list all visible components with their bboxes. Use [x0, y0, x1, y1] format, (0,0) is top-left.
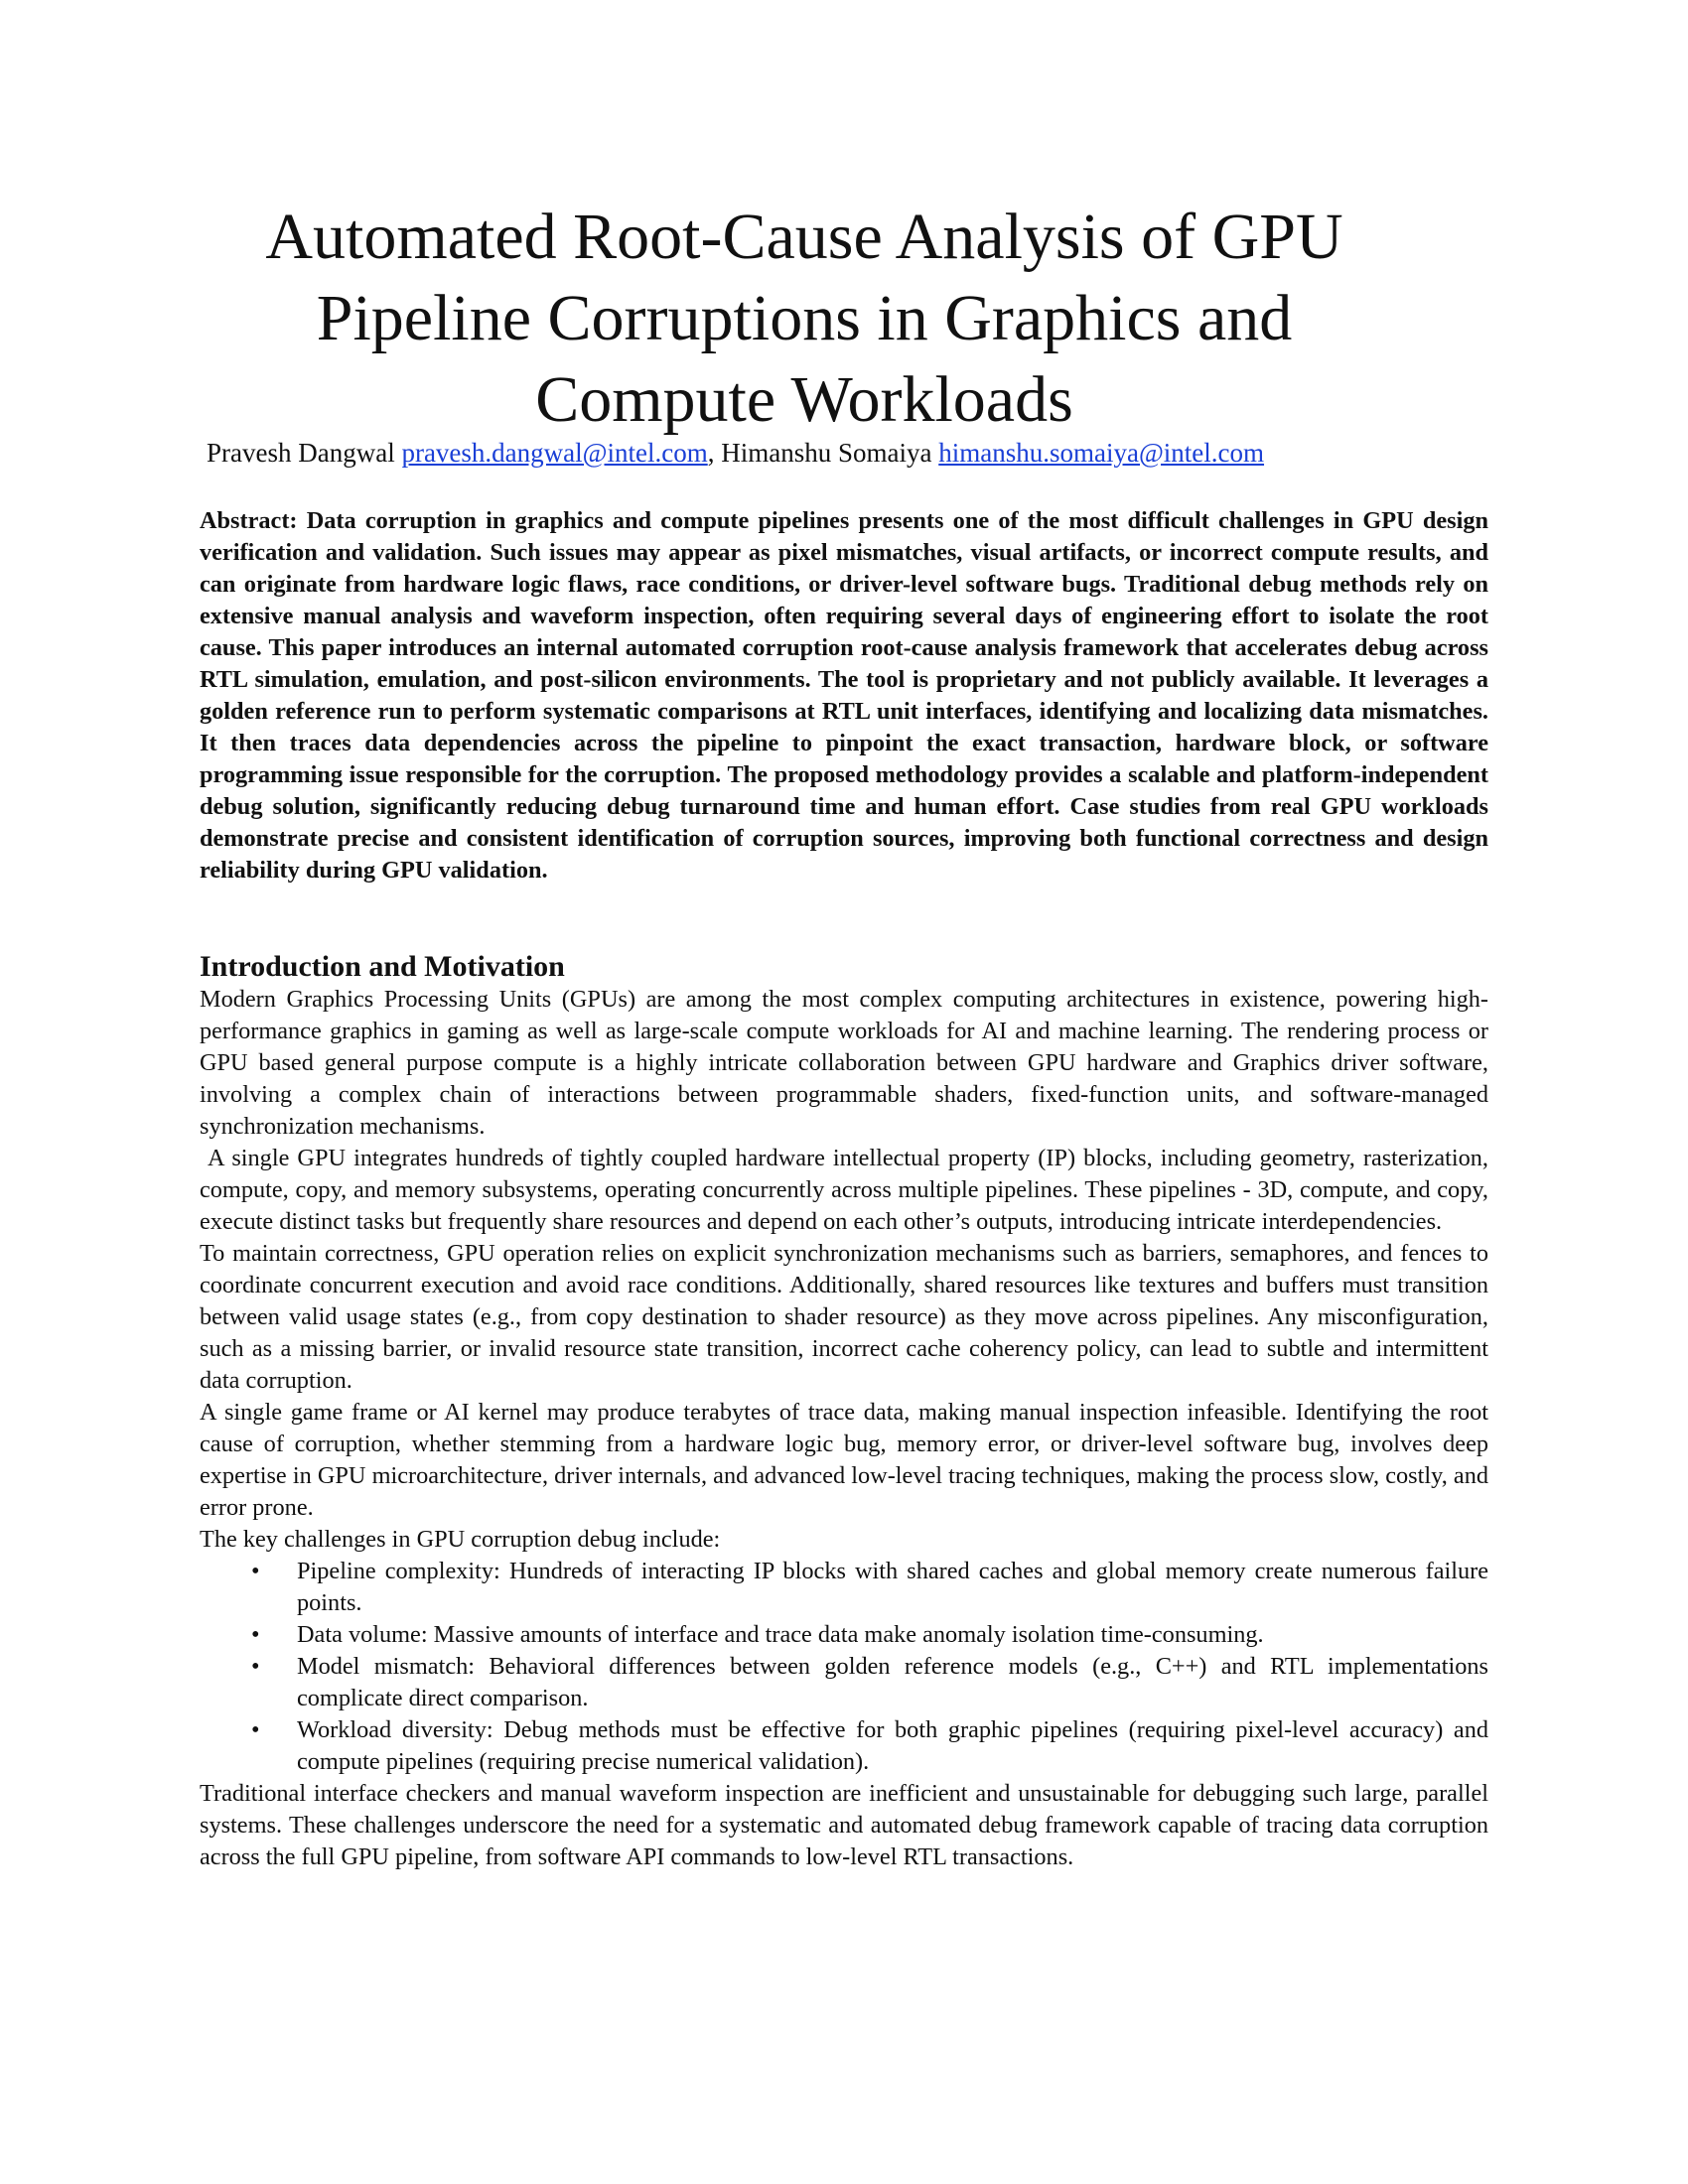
bullet-icon: •: [251, 1653, 260, 1680]
list-item-text: Model mismatch: Behavioral differences between golden reference models (e.g., C++) and RTL implementations complicate direct comparison.: [297, 1653, 1488, 1711]
intro-paragraph-2: A single GPU integrates hundreds of tightly coupled hardware intellectual property (IP) blocks, including geometry, rasterization, compute, copy, and memory subsystems, operating concurrently across multiple pipelines. These pipelines - 3D, compute, and copy, execute distinct tasks but frequently share resources and depend on each other’s outputs, introducing intricate interdependencies.: [200, 1145, 1488, 1235]
bullet-icon: •: [251, 1558, 260, 1584]
author-line: [207, 437, 1497, 469]
list-item: [200, 1556, 1488, 1619]
list-item: [200, 1619, 1488, 1651]
list-item: [200, 1714, 1488, 1778]
list-item-text: Pipeline complexity: Hundreds of interacting IP blocks with shared caches and global memory create numerous failure points.: [297, 1558, 1488, 1616]
title-line-3: Compute Workloads: [535, 363, 1073, 436]
intro-paragraph-5: The key challenges in GPU corruption debug include:: [200, 1526, 721, 1553]
list-item: [200, 1651, 1488, 1714]
introduction-body: [200, 984, 1488, 1873]
intro-paragraph-3: To maintain correctness, GPU operation relies on explicit synchronization mechanisms such as barriers, semaphores, and fences to coordinate concurrent execution and avoid race conditions. Additionally, shared resources like textures and buffers must transition between valid usage states (e.g., from copy destination to shader resource) as they move across pipelines. Any misconfiguration, such as a missing barrier, or invalid resource state transition, incorrect cache coherency policy, can lead to subtle and intermittent data corruption.: [200, 1240, 1488, 1394]
author-2-email-link[interactable]: himanshu.somaiya@intel.com: [938, 438, 1265, 468]
section-heading-introduction: Introduction and Motivation: [200, 950, 565, 983]
author-1-name: Pravesh Dangwal: [207, 438, 395, 468]
list-item-text: Data volume: Massive amounts of interface and trace data make anomaly isolation time-consuming.: [297, 1621, 1264, 1648]
intro-paragraph-6: Traditional interface checkers and manual waveform inspection are inefficient and unsustainable for debugging such large, parallel systems. These challenges underscore the need for a systematic and automated debug framework capable of tracing data corruption across the full GPU pipeline, from software API commands to low-level RTL transactions.: [200, 1780, 1488, 1870]
bullet-icon: •: [251, 1621, 260, 1648]
abstract-paragraph: Abstract: Data corruption in graphics and compute pipelines presents one of the most difficult challenges in GPU design verification and validation. Such issues may appear as pixel mismatches, visual artifacts, or incorrect compute results, and can originate from hardware logic flaws, race conditions, or driver-level software bugs. Traditional debug methods rely on extensive manual analysis and waveform inspection, often requiring several days of engineering effort to isolate the root cause. This paper introduces an internal automated corruption root-cause analysis framework that accelerates debug across RTL simulation, emulation, and post-silicon environments. The tool is proprietary and not publicly available. It leverages a golden reference run to perform systematic comparisons at RTL unit interfaces, identifying and localizing data mismatches. It then traces data dependencies across the pipeline to pinpoint the exact transaction, hardware block, or software programming issue responsible for the corruption. The proposed methodology provides a scalable and platform-independent debug solution, significantly reducing debug turnaround time and human effort. Case studies from real GPU workloads demonstrate precise and consistent identification of corruption sources, improving both functional correctness and design reliability during GPU validation.: [200, 507, 1488, 884]
author-1-email-link[interactable]: pravesh.dangwal@intel.com: [401, 438, 708, 468]
list-item-text: Workload diversity: Debug methods must be effective for both graphic pipelines (requiring pixel-level accuracy) and compute pipelines (requiring precise numerical validation).: [297, 1716, 1488, 1775]
author-2-name: Himanshu Somaiya: [721, 438, 932, 468]
bullet-icon: •: [251, 1716, 260, 1743]
intro-paragraph-4: A single game frame or AI kernel may produce terabytes of trace data, making manual inspection infeasible. Identifying the root cause of corruption, whether stemming from a hardware logic bug, memory error, or driver-level software bug, involves deep expertise in GPU microarchitecture, driver internals, and advanced low-level tracing techniques, making the process slow, costly, and error prone.: [200, 1399, 1488, 1521]
paper-title: [199, 197, 1410, 441]
title-line-2: Pipeline Corruptions in Graphics and: [316, 282, 1293, 354]
challenges-list: [200, 1556, 1488, 1778]
intro-paragraph-1: Modern Graphics Processing Units (GPUs) are among the most complex computing architectures in existence, powering high-performance graphics in gaming as well as large-scale compute workloads for AI and machine learning. The rendering process or GPU based general purpose compute is a highly intricate collaboration between GPU hardware and Graphics driver software, involving a complex chain of interactions between programmable shaders, fixed-function units, and software-managed synchronization mechanisms.: [200, 986, 1488, 1140]
title-line-1: Automated Root-Cause Analysis of GPU: [265, 201, 1343, 273]
author-separator: ,: [707, 438, 722, 468]
